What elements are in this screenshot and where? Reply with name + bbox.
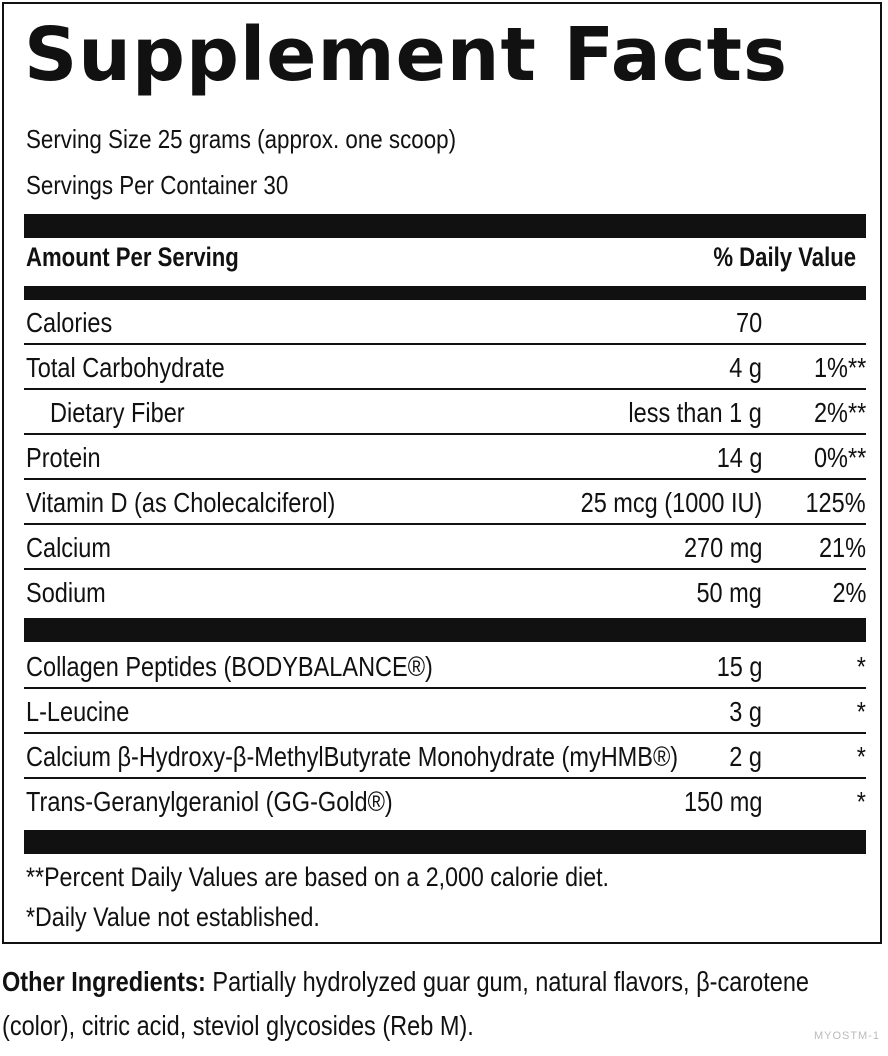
nutrient-name: Calories (26, 307, 113, 338)
other-ingredients (2, 960, 842, 1048)
serving-size: Serving Size 25 grams (approx. one scoop) (26, 124, 457, 154)
ingredient-amount: 2 g (729, 741, 762, 772)
thick-divider-top (24, 214, 866, 238)
nutrient-row (24, 570, 866, 615)
thick-divider-middle (24, 618, 866, 642)
thick-divider-bottom (24, 830, 866, 854)
ingredient-amount: 15 g (716, 651, 762, 682)
ingredient-daily-value: * (856, 696, 866, 727)
nutrient-daily-value: 1%** (813, 352, 866, 383)
nutrient-amount: 50 mg (696, 577, 762, 608)
ingredient-name: Collagen Peptides (BODYBALANCE®) (26, 651, 433, 682)
nutrient-name: Dietary Fiber (50, 397, 185, 428)
product-code: MYOSTM-1 (813, 1030, 880, 1042)
nutrient-name: Sodium (26, 577, 106, 608)
nutrient-amount: less than 1 g (628, 397, 762, 428)
ingredient-amount: 3 g (729, 696, 762, 727)
divider-below-header (24, 286, 866, 300)
servings-per-container: Servings Per Container 30 (26, 170, 289, 200)
ingredient-row (24, 644, 866, 689)
nutrient-daily-value: 2% (832, 577, 866, 608)
nutrient-daily-value: 2%** (813, 397, 866, 428)
nutrient-amount: 70 (735, 307, 762, 338)
nutrient-amount: 270 mg (683, 532, 762, 563)
nutrient-amount: 25 mcg (1000 IU) (580, 487, 762, 518)
amount-per-serving-header: Amount Per Serving (26, 242, 239, 272)
nutrient-row (24, 345, 866, 390)
nutrient-row (24, 525, 866, 570)
ingredient-name: Trans-Geranylgeraniol (GG-Gold®) (26, 786, 393, 817)
daily-value-header: % Daily Value (713, 242, 856, 272)
daily-value-not-established-footnote: *Daily Value not established. (26, 902, 320, 932)
other-ingredients-text: Partially hydrolyzed guar gum, natural flavors, β-carotene (color), citric acid, steviol glycosides (Reb M). (2, 966, 809, 1041)
nutrient-row (24, 480, 866, 525)
ingredient-amount: 150 mg (683, 786, 762, 817)
ingredient-row (24, 689, 866, 734)
ingredient-row (24, 734, 866, 779)
percent-daily-value-footnote: **Percent Daily Values are based on a 2,000 calorie diet. (26, 862, 610, 892)
nutrient-name: Total Carbohydrate (26, 352, 225, 383)
ingredient-daily-value: * (856, 651, 866, 682)
nutrient-row (24, 435, 866, 480)
nutrient-row (24, 390, 866, 435)
ingredient-row (24, 779, 866, 824)
other-ingredients-label: Other Ingredients: (2, 966, 206, 997)
nutrient-name: Protein (26, 442, 101, 473)
nutrient-amount: 4 g (729, 352, 762, 383)
nutrient-daily-value: 125% (805, 487, 866, 518)
nutrient-amount: 14 g (716, 442, 762, 473)
nutrient-daily-value: 21% (818, 532, 866, 563)
ingredient-daily-value: * (856, 741, 866, 772)
nutrient-daily-value: 0%** (813, 442, 866, 473)
panel-title: Supplement Facts (24, 12, 789, 98)
ingredient-daily-value: * (856, 786, 866, 817)
supplement-facts-panel (2, 2, 882, 944)
ingredient-name: L-Leucine (26, 696, 130, 727)
ingredient-name: Calcium β-Hydroxy-β-MethylButyrate Monohydrate (myHMB®) (26, 741, 679, 772)
nutrient-name: Calcium (26, 532, 111, 563)
nutrient-name: Vitamin D (as Cholecalciferol) (26, 487, 336, 518)
nutrient-row (24, 300, 866, 345)
